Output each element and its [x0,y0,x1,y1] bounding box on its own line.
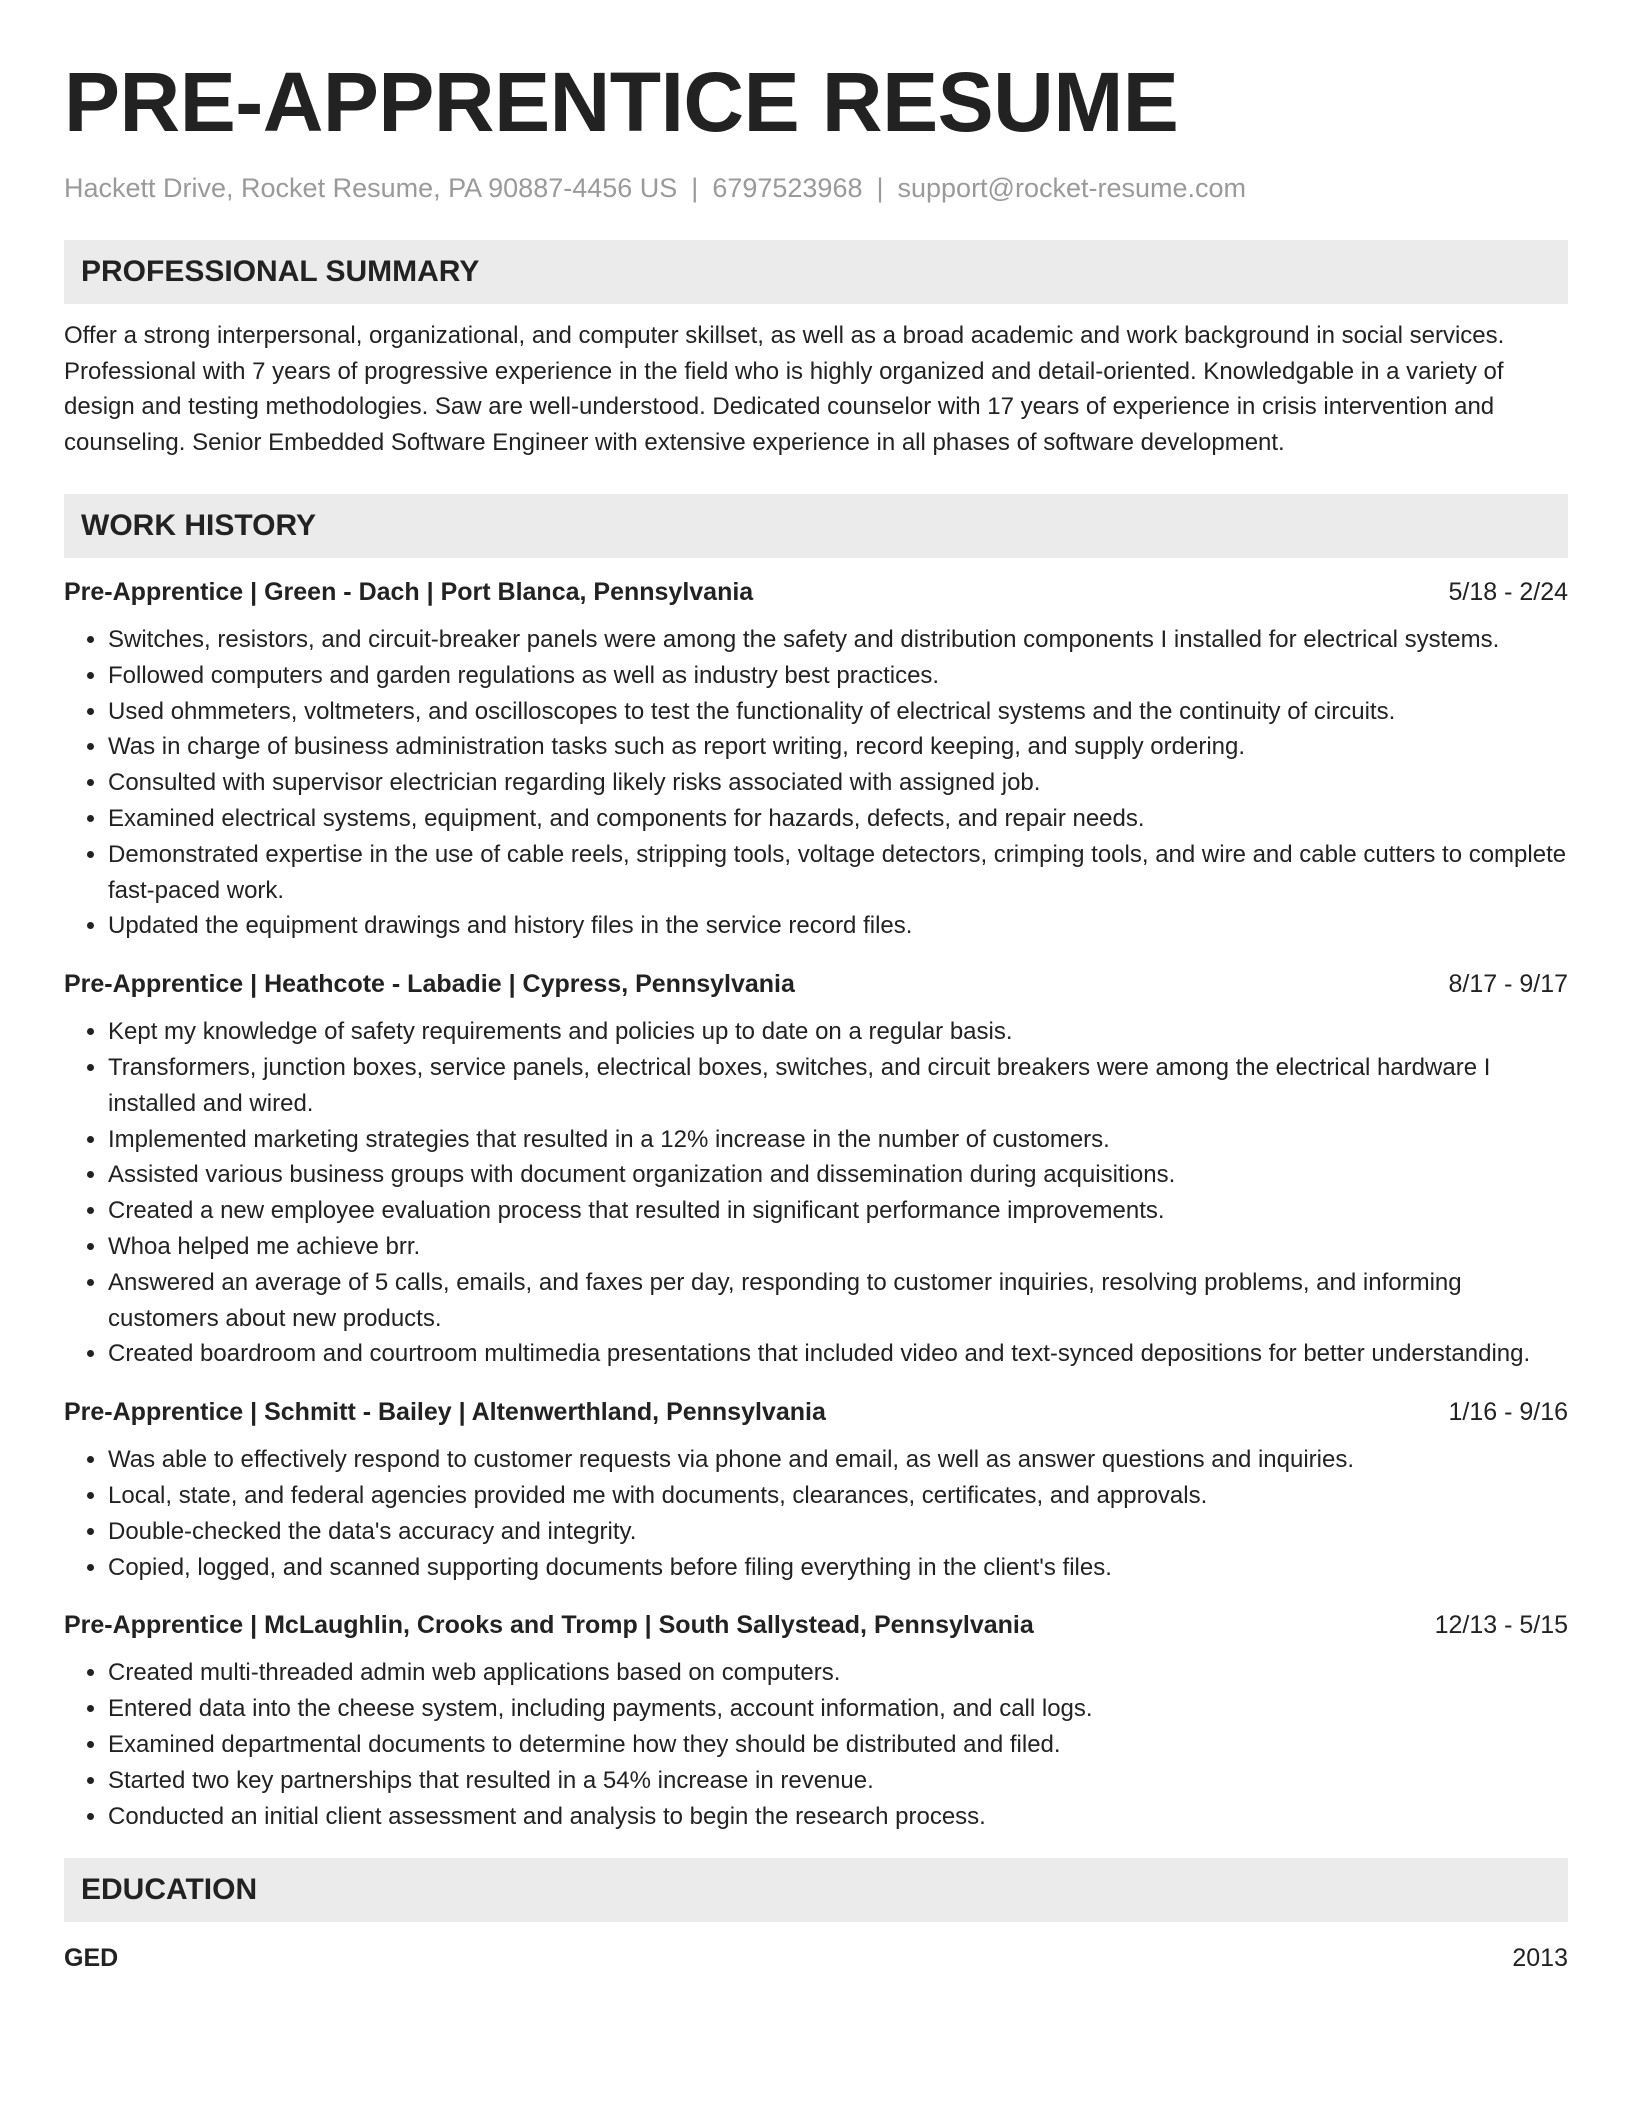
section-heading-summary: PROFESSIONAL SUMMARY [64,240,1568,304]
job-header [64,1394,1568,1430]
job-entry [64,966,1568,1372]
job-bullets [64,622,1568,944]
education-section [64,1858,1568,1976]
section-heading-education: EDUCATION [64,1858,1568,1922]
job-bullet: • Entered data into the cheese system, including payments, account information, and call logs. [108,1691,1568,1727]
job-bullet: • Created a new employee evaluation process that resulted in significant performance improvements. [108,1193,1568,1229]
job-header [64,966,1568,1002]
job-title: Pre-Apprentice | Green - Dach | Port Blanca, Pennsylvania [64,578,754,606]
job-bullet: • Examined electrical systems, equipment, and components for hazards, defects, and repair needs. [108,801,1568,837]
job-bullet: • Demonstrated expertise in the use of cable reels, stripping tools, voltage detectors, crimping tools, and wire and cable cutters to complete fast-paced work. [108,837,1568,909]
education-degree: GED [64,1944,119,1973]
summary-section [64,240,1568,460]
job-title: Pre-Apprentice | Heathcote - Labadie | Cypress, Pennsylvania [64,970,795,999]
job-bullet: • Answered an average of 5 calls, emails, and faxes per day, responding to customer inquiries, resolving problems, and informing customers about new products. [108,1265,1568,1337]
job-bullet: • Used ohmmeters, voltmeters, and oscilloscopes to test the functionality of electrical systems and the continuity of circuits. [108,694,1568,730]
job-bullet: • Followed computers and garden regulations as well as industry best practices. [108,658,1568,694]
job-bullet: • Whoa helped me achieve brr. [108,1229,1568,1265]
summary-text: Offer a strong interpersonal, organizational, and computer skillset, as well as a broad academic and work background in social services. Professional with 7 years of progressive experience in the field who is highly organized and detail-oriented. Knowledgable in a variety of design and testing methodologies. Saw are well-understood. Dedicated counselor with 17 years of experience in crisis intervention and counseling. Senior Embedded Software Engineer with extensive experience in all phases of software development. [64,322,1505,456]
job-bullet: • Consulted with supervisor electrician regarding likely risks associated with assigned job. [108,765,1568,801]
job-header [64,574,1568,610]
job-dates: 12/13 - 5/15 [1434,1611,1568,1640]
job-entry [64,574,1568,944]
job-bullet: • Created multi-threaded admin web applications based on computers. [108,1655,1568,1691]
job-bullet: • Assisted various business groups with document organization and dissemination during acquisitions. [108,1157,1568,1193]
contact-line [64,170,1568,206]
resume-title: PRE-APPRENTICE RESUME [64,55,1179,149]
job-bullet: • Copied, logged, and scanned supporting documents before filing everything in the client's files. [108,1550,1568,1586]
job-bullet: • Started two key partnerships that resulted in a 54% increase in revenue. [108,1763,1568,1799]
job-title: Pre-Apprentice | McLaughlin, Crooks and Tromp | South Sallystead, Pennsylvania [64,1611,1034,1640]
job-header [64,1607,1568,1643]
contact-phone: 6797523968 [712,173,863,203]
job-bullet: • Updated the equipment drawings and history files in the service record files. [108,908,1568,944]
work-history-section [64,494,1568,1834]
job-bullet: • Examined departmental documents to determine how they should be distributed and filed. [108,1727,1568,1763]
job-dates: 1/16 - 9/16 [1448,1398,1568,1427]
section-heading-work-history: WORK HISTORY [64,494,1568,558]
contact-email: support@rocket-resume.com [897,173,1247,203]
job-bullet: • Kept my knowledge of safety requirements and policies up to date on a regular basis. [108,1014,1568,1050]
contact-address: Hackett Drive, Rocket Resume, PA 90887-4456 US [64,173,678,203]
contact-separator: | [876,173,884,203]
job-title: Pre-Apprentice | Schmitt - Bailey | Altenwerthland, Pennsylvania [64,1398,826,1427]
job-bullet: • Was in charge of business administration tasks such as report writing, record keeping, and supply ordering. [108,729,1568,765]
job-entry [64,1607,1568,1834]
job-bullets [64,1014,1568,1372]
job-dates: 5/18 - 2/24 [1448,578,1568,606]
job-bullet: • Double-checked the data's accuracy and integrity. [108,1514,1568,1550]
job-bullet: • Created boardroom and courtroom multimedia presentations that included video and text-synced depositions for better understanding. [108,1336,1568,1372]
job-bullet: • Was able to effectively respond to customer requests via phone and email, as well as answer questions and inquiries. [108,1442,1568,1478]
job-dates: 8/17 - 9/17 [1448,970,1568,999]
education-year: 2013 [1512,1944,1568,1973]
job-bullets [64,1655,1568,1834]
education-entry [64,1940,1568,1976]
job-bullet: • Conducted an initial client assessment and analysis to begin the research process. [108,1799,1568,1835]
resume-page [64,54,1568,1976]
contact-separator: | [691,173,699,203]
job-bullet: • Implemented marketing strategies that resulted in a 12% increase in the number of customers. [108,1122,1568,1158]
job-bullet: • Transformers, junction boxes, service panels, electrical boxes, switches, and circuit breakers were among the electrical hardware I installed and wired. [108,1050,1568,1122]
job-bullets [64,1442,1568,1585]
job-bullet: • Local, state, and federal agencies provided me with documents, clearances, certificates, and approvals. [108,1478,1568,1514]
job-bullet: • Switches, resistors, and circuit-breaker panels were among the safety and distribution components I installed for electrical systems. [108,622,1568,658]
job-entry [64,1394,1568,1585]
